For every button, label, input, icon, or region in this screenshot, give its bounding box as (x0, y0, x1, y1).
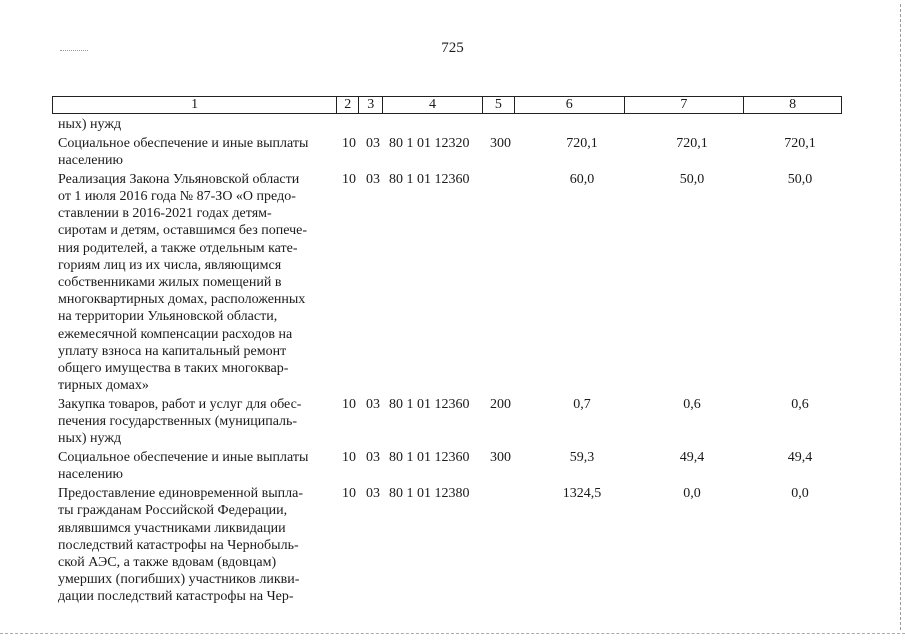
description-line: ской АЭС, а также вдовам (вдовцам) (58, 555, 277, 570)
description-line: ставлении в 2016-2021 годах детям- (58, 206, 272, 222)
page-bottom-edge (0, 631, 905, 634)
amount-year-2: 0,0 (683, 486, 701, 502)
row-description (58, 396, 332, 448)
row-description (58, 449, 332, 483)
column-header-4: 4 (382, 97, 482, 113)
column-header-5: 5 (482, 97, 514, 113)
subsection-code: 03 (366, 171, 380, 187)
amount-year-1: 60,0 (569, 171, 595, 187)
description-line: ежемесячной компенсации расходов на (58, 326, 293, 342)
column-header-3: 3 (358, 97, 382, 113)
subsection-code: 03 (366, 450, 380, 466)
description-line: собственниками жилых помещений в (58, 275, 282, 291)
expense-type-code: 300 (490, 135, 511, 151)
subsection-code: 03 (366, 486, 380, 502)
column-header-7: 7 (624, 97, 744, 113)
target-article-code: 80 1 01 12360 (389, 450, 470, 466)
amount-year-3: 49,4 (787, 450, 813, 466)
description-line: многоквартирных домах, расположенных (58, 292, 306, 308)
section-code: 10 (342, 135, 356, 151)
description-line: общего имущества в таких многоквар- (58, 361, 289, 377)
target-article-code: 80 1 01 12320 (389, 135, 470, 151)
target-article-code: 80 1 01 12360 (389, 171, 470, 187)
row-description (58, 116, 332, 133)
subsection-code: 03 (366, 397, 380, 412)
description-line: тирных домах» (58, 378, 149, 394)
description-line: Закупка товаров, работ и услуг для обес- (58, 397, 302, 412)
description-line: последствий катастрофы на Чернобыль- (58, 537, 299, 553)
amount-year-3: 50,0 (787, 171, 813, 187)
page-edge (898, 4, 901, 630)
amount-year-2: 720,1 (676, 135, 708, 151)
description-line: печения государственных (муниципаль- (58, 414, 298, 430)
amount-year-1: 1324,5 (562, 486, 602, 502)
description-line: Реализация Закона Ульяновской области (58, 171, 300, 187)
amount-year-3: 0,0 (791, 486, 809, 502)
description-line: ния родителей, а также отдельным кате- (58, 240, 298, 256)
section-code: 10 (342, 397, 356, 412)
amount-year-1: 59,3 (569, 450, 595, 466)
row-description (58, 135, 332, 169)
subsection-code: 03 (366, 135, 380, 151)
section-code: 10 (342, 486, 356, 502)
target-article-code: 80 1 01 12360 (389, 397, 470, 412)
description-line: гориям лиц из их числа, являющимся (58, 257, 282, 273)
table-header (52, 96, 842, 114)
description-line: умерших (погибших) участников ликви- (58, 572, 300, 588)
expense-type-code: 300 (490, 450, 511, 466)
description-line: ных) нужд (58, 117, 122, 132)
amount-year-2: 50,0 (679, 171, 705, 187)
amount-year-3: 0,6 (791, 397, 809, 412)
description-line: ты гражданам Российской Федерации, (58, 503, 288, 519)
amount-year-2: 0,6 (683, 397, 701, 412)
section-code: 10 (342, 450, 356, 466)
column-header-8: 8 (743, 97, 841, 113)
expense-type-code: 200 (490, 397, 511, 412)
description-line: ных) нужд (58, 431, 122, 447)
description-line: уплату взноса на капитальный ремонт (58, 343, 287, 359)
column-header-2: 2 (336, 97, 358, 113)
amount-year-1: 0,7 (573, 397, 591, 412)
target-article-code: 80 1 01 12380 (389, 486, 470, 502)
page-number: 725 (441, 40, 464, 56)
description-line: Социальное обеспечение и иные выплаты (58, 450, 309, 466)
description-line: дации последствий катастрофы на Чер- (58, 589, 294, 605)
column-header-1: 1 (191, 97, 199, 112)
row-description (58, 171, 332, 395)
description-line: Социальное обеспечение и иные выплаты (58, 135, 309, 151)
amount-year-3: 720,1 (784, 135, 816, 151)
row-description (58, 485, 332, 605)
amount-year-2: 49,4 (679, 450, 705, 466)
description-line: Предоставление единовременной выпла- (58, 486, 304, 502)
description-line: сиротам и детям, оставшимся без попече- (58, 223, 308, 239)
description-line: населению (58, 467, 123, 483)
description-line: на территории Ульяновской области, (58, 309, 278, 325)
description-line: от 1 июля 2016 года № 87-ЗО «О предо- (58, 189, 296, 204)
section-code: 10 (342, 171, 356, 187)
description-line: являвшимся участниками ликвидации (58, 520, 286, 536)
column-header-6: 6 (514, 97, 624, 113)
description-line: населению (58, 153, 123, 168)
amount-year-1: 720,1 (566, 135, 598, 151)
